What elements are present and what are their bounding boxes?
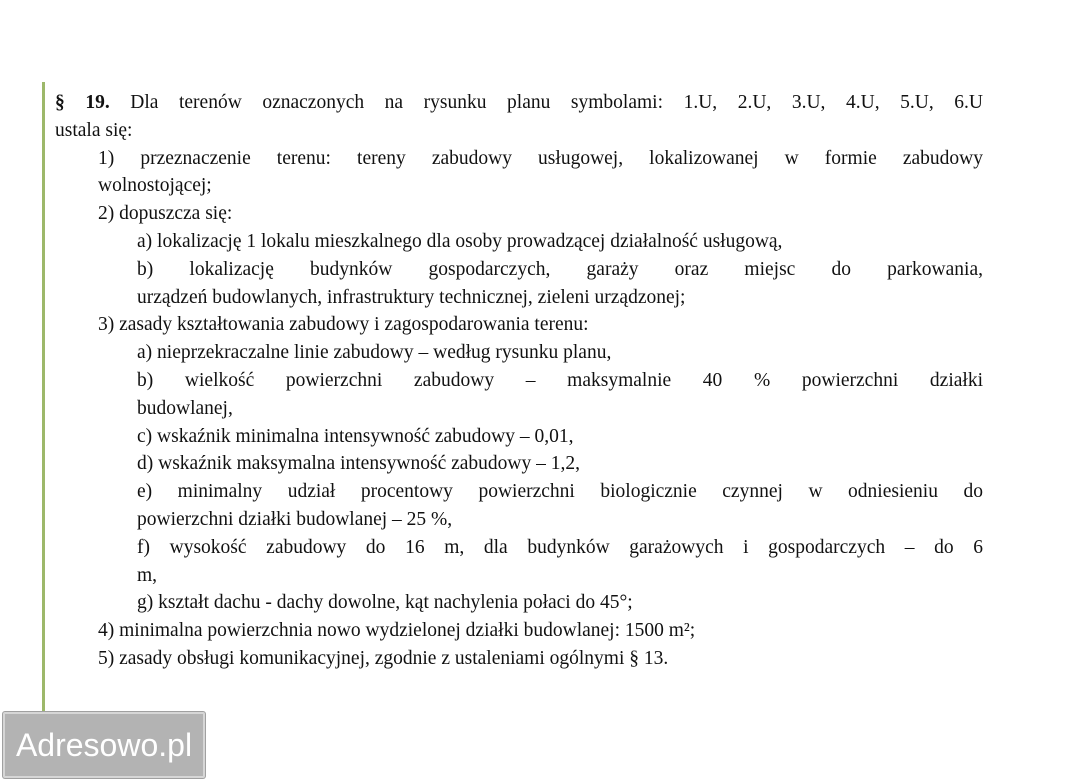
section-number: § 19. [55,92,110,113]
provision-line: f) wysokość zabudowy do 16 m, dla budynków garażowych i gospodarczych – do 6 [137,536,983,558]
provision-line: 3) zasady kształtowania zabudowy i zagospodarowania terenu: [98,314,589,336]
provision-line: m, [137,564,158,586]
provision-line: urządzeń budowlanych, infrastruktury technicznej, zieleni urządzonej; [137,286,686,308]
watermark-logo: Adresowo.pl [3,712,205,778]
section-intro: Dla terenów oznaczonych na rysunku planu symbolami: 1.U, 2.U, 3.U, 4.U, 5.U, 6.U [130,92,983,113]
provision-line: b) wielkość powierzchni zabudowy – maksymalnie 40 % powierzchni działki [137,369,983,391]
provision-line: a) nieprzekraczalne linie zabudowy – według rysunku planu, [137,342,612,364]
provision-line: 5) zasady obsługi komunikacyjnej, zgodnie z ustaleniami ogólnymi § 13. [98,647,669,669]
provision-line: e) minimalny udział procentowy powierzchni biologicznie czynnej w odniesieniu do [137,481,983,503]
provision-line: a) lokalizację 1 lokalu mieszkalnego dla osoby prowadzącej działalność usługową, [137,230,783,252]
provision-line: 4) minimalna powierzchnia nowo wydzielonej działki budowlanej: 1500 m²; [98,620,696,642]
document-text [55,89,983,673]
section-intro-line2: ustala się: [55,119,133,141]
provision-line: budowlanej, [137,397,233,419]
section-heading-line [55,89,983,117]
provision-line: wolnostojącej; [98,175,212,197]
provision-line: b) lokalizację budynków gospodarczych, garaży oraz miejsc do parkowania, [137,258,983,280]
provision-line: g) kształt dachu - dachy dowolne, kąt nachylenia połaci do 45°; [137,592,633,614]
provision-line: 2) dopuszcza się: [98,203,233,225]
provision-line: c) wskaźnik minimalna intensywność zabudowy – 0,01, [137,425,574,447]
provision-line: d) wskaźnik maksymalna intensywność zabudowy – 1,2, [137,453,580,475]
provision-line: powierzchni działki budowlanej – 25 %, [137,508,453,530]
provision-list [55,145,983,673]
left-accent-bar [42,82,45,712]
provision-line: 1) przeznaczenie terenu: tereny zabudowy usługowej, lokalizowanej w formie zabudowy [98,147,983,169]
